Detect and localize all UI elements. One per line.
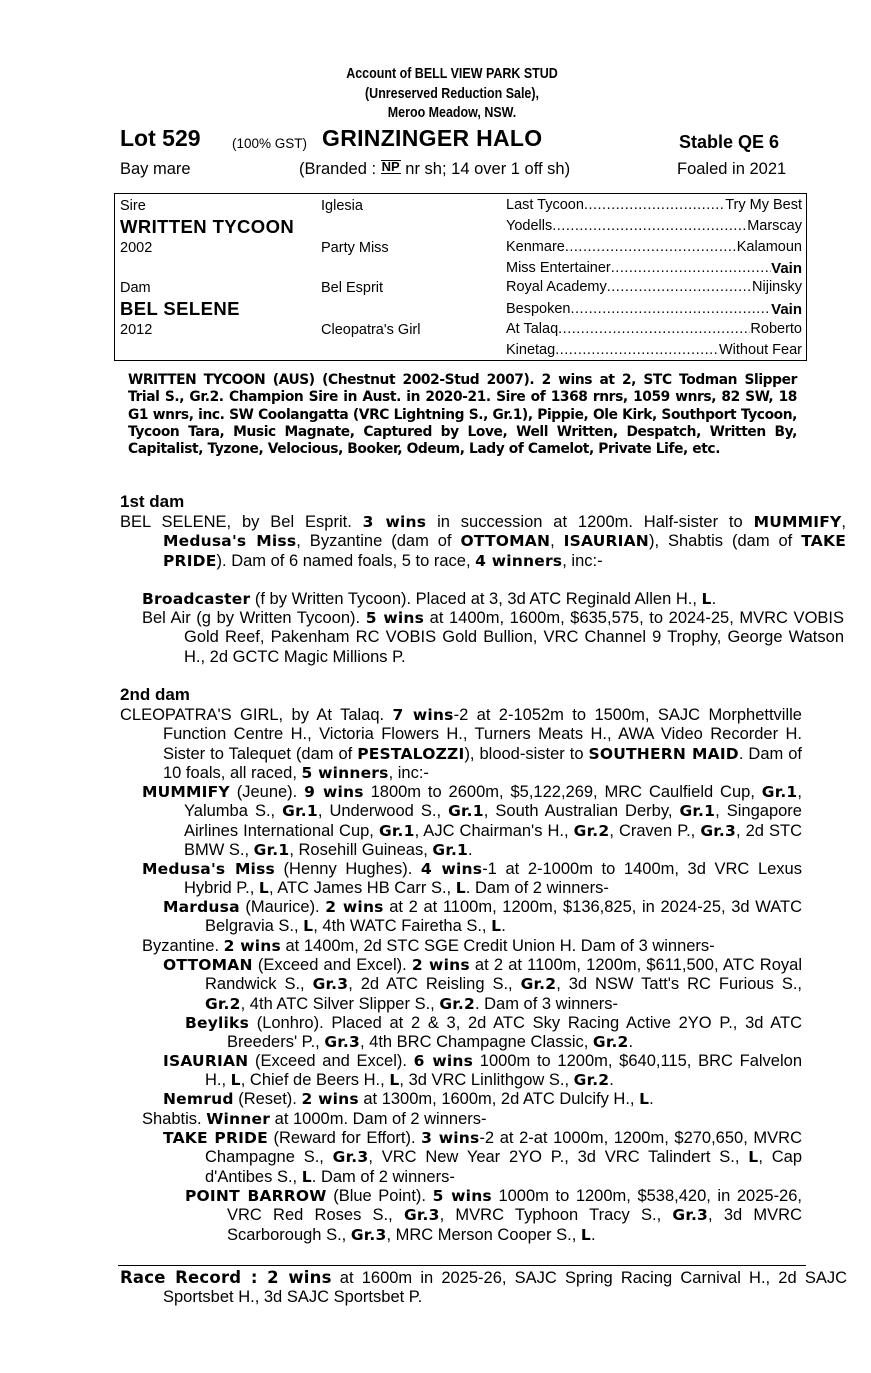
horse-name: GRINZINGER HALO — [322, 125, 543, 151]
gst-note: (100% GST) — [232, 136, 308, 151]
bold-run: L — [389, 1071, 400, 1090]
text-run: . — [501, 917, 506, 936]
ancestor-sire: Marscay — [747, 218, 802, 234]
text-run: , Underwood S., — [317, 802, 449, 821]
vendor-location-line: Meroo Meadow, NSW. — [387, 105, 517, 121]
stable-code: Stable QE 6 — [679, 132, 780, 152]
text-run: at 2 at 1100m, 1200m, $136,825, in 2024-25, 3d WATC Belgravia S., — [205, 898, 802, 936]
bold-run: Gr.3 — [350, 1225, 387, 1244]
text-run: (Maurice). — [239, 898, 326, 916]
bold-run: 2 wins — [223, 937, 281, 955]
dam-label: Dam — [120, 280, 151, 296]
bold-run: Nemrud — [163, 1090, 234, 1108]
text-run: , 4th ATC Silver Slipper S., — [240, 994, 440, 1013]
bold-run: Gr.1 — [679, 802, 716, 821]
text-run: at 2 at 1100m, 1200m, $611,500, ATC Royal Randwick S., — [205, 956, 802, 994]
text-run: , VRC New Year 2YO P., 3d VRC Talindert S., — [368, 1148, 749, 1167]
bold-run: MUMMIFY — [142, 783, 230, 801]
bold-run: Beyliks — [185, 1014, 249, 1032]
text-run: , Yalumba S., — [184, 783, 803, 821]
text-run: , Singapore Airlines International Cup, — [184, 802, 802, 840]
pedigree-row — [506, 239, 802, 255]
second-dam-heading: 2nd dam — [120, 685, 190, 704]
produce-byzantine — [142, 937, 802, 956]
bold-run: L — [491, 917, 502, 936]
ancestor-name: At Talaq — [506, 321, 559, 337]
bold-run: Gr.1 — [253, 840, 290, 859]
bold-run: Medusa's Miss — [142, 860, 275, 878]
pedigree-row — [506, 197, 802, 213]
bold-run: L — [639, 1090, 650, 1108]
produce-medusas-miss — [142, 860, 802, 899]
text-run: (Jeune). — [229, 783, 305, 801]
text-run: (Exceed and Excel). — [248, 1052, 414, 1070]
bold-run: 7 wins — [392, 706, 454, 724]
section-divider — [118, 1265, 806, 1266]
bold-run: 5 wins — [432, 1187, 492, 1205]
bold-run: 2 wins — [411, 956, 470, 974]
bold-run: 9 wins — [304, 783, 364, 801]
text-run: . — [590, 1225, 596, 1244]
ancestor-sire: Roberto — [750, 321, 802, 337]
text-run: Byzantine. — [142, 937, 224, 955]
dam-year: 2012 — [120, 322, 153, 338]
bold-run: L — [303, 917, 314, 936]
bold-run: L — [230, 1071, 241, 1090]
bold-run: Gr.3 — [700, 821, 736, 840]
text-run: -2 at 2-at 1000m, 1200m, $270,650, MVRC Champagne S., — [205, 1129, 802, 1167]
first-dam-foal-bel-air: Bel Air (g by Written Tycoon). 5 wins at 1400m, 1600m, $635,575, to 2024-25, MVRC VOBIS Gold Reef, Pakenham RC VOBIS Gold Bullion, VRC Channel 9 Trophy, George Watson H., 2d GCTC Magic Millions P. — [142, 609, 844, 666]
bold-run: L — [258, 879, 269, 898]
text-run: ), blood-sister to — [464, 744, 589, 763]
foaled-year: Foaled in 2021 — [677, 160, 787, 178]
bold-run: Gr.1 — [432, 840, 469, 859]
great-grand-produce-beyliks — [185, 1014, 802, 1053]
bold-run: Gr.3 — [403, 1206, 440, 1225]
bold-run: OTTOMAN — [163, 956, 253, 974]
pedigree-row — [506, 279, 802, 295]
text-run: , AJC Chairman's H., — [414, 821, 574, 840]
text-run: (Reset). — [233, 1090, 302, 1108]
text-run: at 1300m, 1600m, 2d ATC Dulcify H., — [358, 1090, 640, 1108]
ancestor-sire: Nijinsky — [752, 279, 802, 295]
text-run: , MVRC Typhoon Tracy S., — [439, 1206, 673, 1225]
pedigree-table — [114, 193, 807, 361]
grand-produce-isaurian — [163, 1052, 802, 1091]
bold-run: Gr.1 — [282, 802, 318, 821]
grand-produce-take-pride — [163, 1129, 802, 1187]
first-dam-heading: 1st dam — [120, 492, 185, 511]
ancestor-sire: Without Fear — [719, 342, 802, 358]
bold-run: ISAURIAN — [163, 1052, 249, 1070]
text-run: . — [649, 1090, 654, 1108]
text-run: , MRC Merson Cooper S., — [386, 1225, 581, 1244]
bold-run: 6 wins — [413, 1052, 474, 1070]
bold-run: Gr.3 — [332, 1148, 369, 1167]
text-run: , Rosehill Guineas, — [289, 840, 433, 859]
pedigree-row — [506, 260, 802, 277]
bold-run: 5 winners — [301, 763, 389, 782]
ancestor-name: Last Tycoon — [506, 197, 584, 213]
sire-name: WRITTEN TYCOON — [120, 216, 295, 237]
text-run: , 2d STC BMW S., — [184, 821, 803, 859]
brand-rest: nr sh; 14 over 1 off sh) — [405, 160, 571, 178]
bold-run: Gr.1 — [448, 802, 484, 821]
text-run: . — [468, 840, 473, 859]
bold-run: Gr.3 — [312, 975, 349, 994]
ancestor-name: Yodells — [506, 218, 553, 234]
bold-run: Gr.2 — [592, 1033, 629, 1052]
text-run: . Dam of 2 winners- — [311, 1167, 455, 1186]
vendor-account-line: Account of BELL VIEW PARK STUD — [346, 66, 558, 82]
ancestor-sire: Kalamoun — [736, 239, 802, 255]
dam-sire: Bel Esprit — [321, 280, 384, 296]
ancestor-sire: Vain — [771, 260, 802, 277]
grand-produce-ottoman — [163, 956, 802, 1014]
race-record: Race Record : 2 wins at 1600m in 2025-26, SAJC Spring Racing Carnival H., 2d SAJC Sportsbet H., 3d SAJC Sportsbet P. — [120, 1268, 847, 1307]
text-run: , 3d NSW Tatt's RC Furious S., — [556, 975, 802, 994]
text-run: , Chief de Beers H., — [240, 1071, 390, 1090]
text-run: 1800m to 2600m, $5,122,269, MRC Caulfield Cup, — [363, 783, 762, 801]
bold-run: 2 wins — [301, 1090, 359, 1108]
text-run: at 1000m. Dam of 2 winners- — [270, 1110, 487, 1128]
sire-summary: WRITTEN TYCOON (AUS) (Chestnut 2002-Stud 2007). 2 wins at 2, STC Todman Slipper Trial S., Gr.2. Champion Sire in Aust. in 2020-21. Sire of 1368 rnrs, 1059 wnrs, 82 SW, 18 G1 wnrs, inc. SW Coolangatta (VRC Lightning S., Gr.1), Pippie, Ole Kirk, Southport Tycoon, Tycoon Tara, Music Magnate, Captured by Love, Well Written, Despatch, Written By, Capitalist, Tyzone, Velocious, Booker, Odeum, Lady of Camelot, Private Life, etc. — [128, 372, 797, 458]
text-run: . Dam of 2 winners- — [465, 879, 609, 898]
text-run: (Exceed and Excel). — [252, 956, 412, 974]
bold-run: 3 wins — [421, 1129, 480, 1147]
bold-run: L — [580, 1225, 591, 1244]
text-run: at 1400m, 2d STC SGE Credit Union H. Dam of 3 winners- — [280, 937, 715, 955]
grand-produce-mardusa — [163, 898, 802, 937]
text-run: , 3d MVRC Scarborough S., — [227, 1206, 803, 1244]
bold-run: Gr.2 — [573, 821, 610, 840]
text-run: (Lonhro). Placed at 2 & 3, 2d ATC Sky Racing Active 2YO P., 3d ATC Breeders' P., — [227, 1014, 802, 1052]
text-run: (Reward for Effort). — [267, 1129, 422, 1147]
produce-mummify — [142, 783, 802, 860]
dam-name: BEL SELENE — [120, 298, 240, 319]
sire-year: 2002 — [120, 240, 153, 256]
text-run: , 2d ATC Reisling S., — [348, 975, 521, 994]
text-run: , 4th WATC Fairetha S., — [313, 917, 492, 936]
pedigree-row — [506, 342, 802, 358]
bold-run: Gr.1 — [761, 783, 798, 801]
text-run: , inc:- — [388, 763, 429, 782]
ancestor-name: Royal Academy — [506, 279, 607, 295]
bold-run: L — [748, 1148, 759, 1167]
text-run: (Blue Point). — [326, 1187, 433, 1205]
pedigree-row — [506, 321, 802, 337]
bold-run: L — [455, 879, 466, 898]
bold-run: POINT BARROW — [185, 1187, 327, 1205]
bold-run: Winner — [206, 1110, 271, 1128]
bold-run: SOUTHERN MAID — [588, 744, 739, 763]
brand-prefix: (Branded : — [299, 160, 377, 178]
sire-dam: Party Miss — [321, 240, 389, 256]
ancestor-name: Kenmare — [506, 239, 565, 255]
bold-run: Gr.2 — [573, 1071, 610, 1090]
text-run: , South Australian Derby, — [483, 802, 680, 821]
ancestor-name: Kinetag — [506, 342, 556, 358]
bold-run: TAKE PRIDE — [163, 1129, 268, 1147]
grand-produce-nemrud — [163, 1090, 802, 1109]
text-run: , Cap d'Antibes S., — [205, 1148, 802, 1186]
pedigree-row — [506, 218, 802, 234]
first-dam-foal-broadcaster: Broadcaster (f by Written Tycoon). Placed at 3, 3d ATC Reginald Allen H., L. — [142, 590, 717, 608]
text-run: 1000m to 1200m, $640,115, BRC Falvelon H., — [205, 1052, 802, 1090]
bold-run: Gr.2 — [439, 994, 475, 1013]
colour-sex: Bay mare — [120, 160, 191, 178]
lot-number: Lot 529 — [120, 125, 201, 151]
bold-run: PESTALOZZI — [357, 744, 465, 763]
text-run: (Henny Hughes). — [274, 860, 421, 878]
bold-run: Gr.3 — [672, 1206, 709, 1225]
bold-run: Mardusa — [163, 898, 240, 916]
sire-sire: Iglesia — [321, 198, 363, 214]
sale-type-line: (Unreserved Reduction Sale), — [365, 86, 539, 102]
text-run: . Dam of 3 winners- — [474, 994, 619, 1013]
ancestor-name: Miss Entertainer — [506, 260, 611, 276]
np-brand-mark: NP — [381, 159, 400, 174]
text-run: , 3d VRC Linlithgow S., — [399, 1071, 574, 1090]
text-run: . — [628, 1033, 634, 1052]
ancestor-sire: Try My Best — [725, 197, 802, 213]
produce-shabtis — [142, 1110, 802, 1129]
second-dam-paragraph — [120, 706, 802, 783]
great-grand-produce-point-barrow — [185, 1187, 802, 1245]
sire-label: Sire — [120, 198, 146, 214]
pedigree-row — [506, 301, 802, 318]
text-run: CLEOPATRA'S GIRL, by At Talaq. — [120, 706, 393, 724]
ancestor-name: Bespoken — [506, 301, 571, 317]
dam-dam: Cleopatra's Girl — [321, 322, 421, 338]
bold-run: Gr.1 — [378, 821, 415, 840]
text-run: , ATC James HB Carr S., — [268, 879, 456, 898]
bold-run: Gr.3 — [324, 1033, 360, 1052]
bold-run: L — [301, 1167, 312, 1186]
text-run: 1000m to 1200m, $538,420, in 2025-26, VRC Red Roses S., — [227, 1187, 802, 1225]
brand-description — [299, 160, 570, 179]
ancestor-sire: Vain — [771, 301, 802, 318]
text-run: . Dam of 10 foals, all raced, — [163, 744, 802, 782]
text-run: . — [609, 1071, 614, 1090]
text-run: -2 at 2-1052m to 1500m, SAJC Morphettville Function Centre H., Victoria Flowers H., Turners Meats H., AWA Video Recorder H. Sister to Talequet (dam of — [163, 706, 802, 763]
text-run: , 4th BRC Champagne Classic, — [359, 1033, 593, 1052]
text-run: -1 at 2-1000m to 1400m, 3d VRC Lexus Hybrid P., — [184, 860, 802, 898]
bold-run: Gr.2 — [205, 994, 241, 1013]
bold-run: 4 wins — [420, 860, 483, 878]
bold-run: 2 wins — [325, 898, 384, 916]
text-run: , Craven P., — [609, 821, 701, 840]
text-run: Shabtis. — [142, 1110, 207, 1128]
first-dam-paragraph: BEL SELENE, by Bel Esprit. 3 wins in succession at 1200m. Half-sister to MUMMIFY, Medusa's Miss, Byzantine (dam of OTTOMAN, ISAURIAN), Shabtis (dam of TAKE PRIDE). Dam of 6 named foals, 5 to race, 4 winners, inc:- — [120, 513, 847, 570]
bold-run: Gr.2 — [520, 975, 557, 994]
